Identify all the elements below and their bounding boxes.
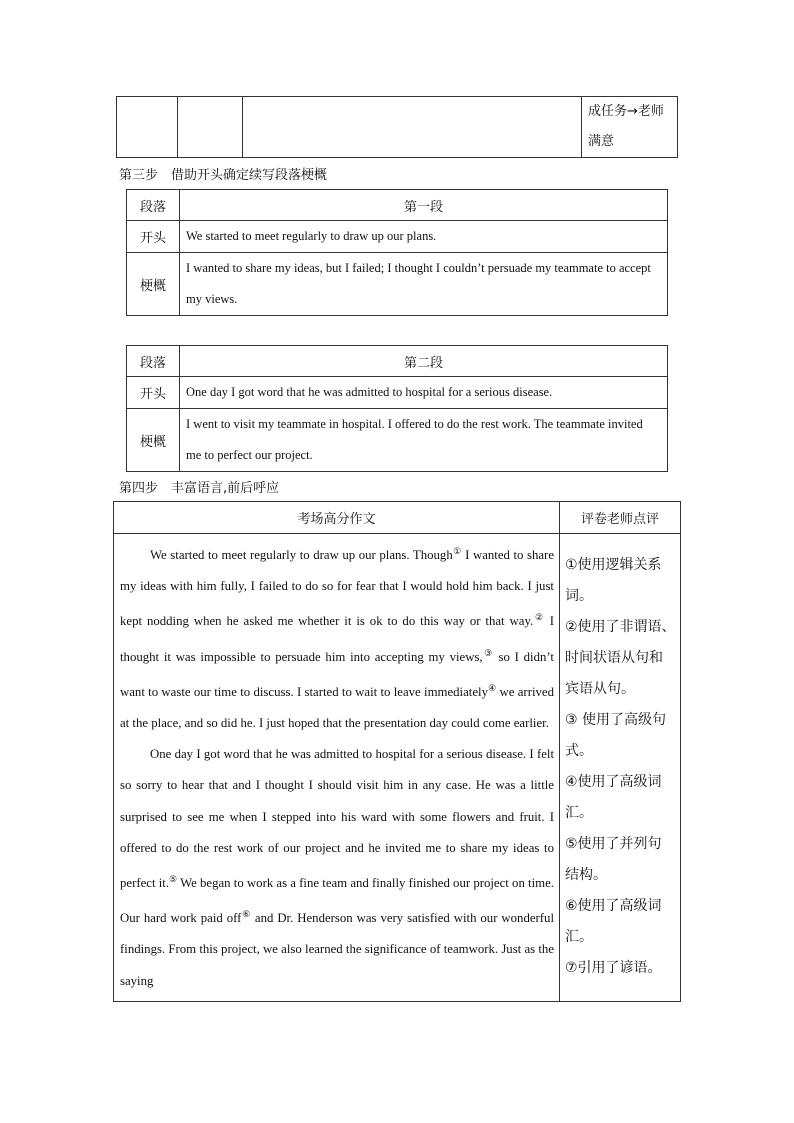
top-fragment-table: [116, 96, 678, 158]
comment-line: 宾语从句。: [565, 681, 635, 697]
top-cell-line-1: 成任务→老师: [588, 104, 664, 119]
p2-header-title: 第二段: [180, 346, 668, 377]
top-cell-3: [243, 97, 582, 158]
essay-body: [114, 534, 560, 1002]
p2-row-text: One day I got word that he was admitted to hospital for a serious disease.: [180, 377, 668, 409]
paragraph1-table: [126, 189, 668, 316]
marker-4: ④: [487, 682, 497, 693]
comment-line: ①使用逻辑关系: [565, 557, 662, 573]
marker-2: ②: [533, 612, 545, 623]
comments-header: 评卷老师点评: [560, 502, 681, 534]
p2-header-label: 段落: [127, 346, 180, 377]
comment-line: 汇。: [565, 805, 593, 821]
comment-line: 结构。: [565, 867, 607, 883]
comment-line: 式。: [565, 743, 593, 759]
comment-line: ②使用了非谓语、: [565, 619, 676, 635]
marker-1: ①: [452, 546, 462, 556]
p2-row-label: 梗概: [127, 409, 180, 472]
comment-line: 时间状语从句和: [565, 650, 663, 666]
comment-line: 词。: [565, 588, 593, 604]
essay-table: [113, 501, 681, 1002]
top-cell-2: [178, 97, 243, 158]
p1-row-label: 开头: [127, 221, 180, 253]
p1-row-text: We started to meet regularly to draw up our plans.: [180, 221, 668, 253]
essay-paragraph-2: One day I got word that he was admitted to hospital for a serious disease. I felt so sorry to hear that and I thought I should visit him in any case. He was a little surprised to see me when I stepped into his ward with some flowers and fruit. I offered to do the rest work of our project and he invited me to share my ideas to perfect it.⑤ We began to work as a fine team and finally finished our project on time. Our hard work paid off⑥ and Dr. Henderson was very satisfied with our wonderful findings. From this project, we also learned the significance of teamwork. Just as the saying: [120, 747, 554, 988]
p1-header-label: 段落: [127, 190, 180, 221]
p2-row-label: 开头: [127, 377, 180, 409]
essay-header: 考场高分作文: [114, 502, 560, 534]
comment-line: ⑤使用了并列句: [565, 836, 662, 852]
p1-row-label: 梗概: [127, 253, 180, 316]
p2-row-text: I went to visit my teammate in hospital. I offered to do the rest work. The teammate invited me to perfect our project.: [180, 409, 668, 472]
top-cell-4: [582, 97, 678, 158]
marker-5: ⑤: [169, 874, 178, 885]
p1-row-text: I wanted to share my ideas, but I failed; I thought I couldn’t persuade my teammate to accept my views.: [180, 253, 668, 316]
step4-heading: 第四步 丰富语言,前后呼应: [119, 481, 280, 496]
comment-line: 汇。: [565, 929, 593, 945]
paragraph2-table: [126, 345, 668, 472]
top-cell-1: [117, 97, 178, 158]
comment-line: ④使用了高级词: [565, 774, 662, 790]
top-cell-line-2: 满意: [588, 134, 615, 149]
comment-line: ⑥使用了高级词: [565, 898, 662, 914]
marker-6: ⑥: [241, 909, 251, 920]
comments-body: [560, 534, 681, 1002]
marker-3: ③: [482, 647, 494, 658]
step3-heading: 第三步 借助开头确定续写段落梗概: [119, 168, 328, 183]
comment-line: ⑦引用了谚语。: [565, 960, 662, 976]
p1-header-title: 第一段: [180, 190, 668, 221]
comment-line: ③ 使用了高级句: [565, 712, 667, 728]
essay-paragraph-1: We started to meet regularly to draw up our plans. Though① I wanted to share my ideas with him fully, I failed to do so for fear that I would hold him back. I just kept nodding when he asked me whether it is ok to do this way or that way.② I thought it was impossible to persuade him into accepting my views,③ so I didn’t want to waste our time to discuss. I started to wait to leave immediately④ we arrived at the place, and so did he. I just hoped that the presentation day could come earlier.: [120, 546, 554, 731]
